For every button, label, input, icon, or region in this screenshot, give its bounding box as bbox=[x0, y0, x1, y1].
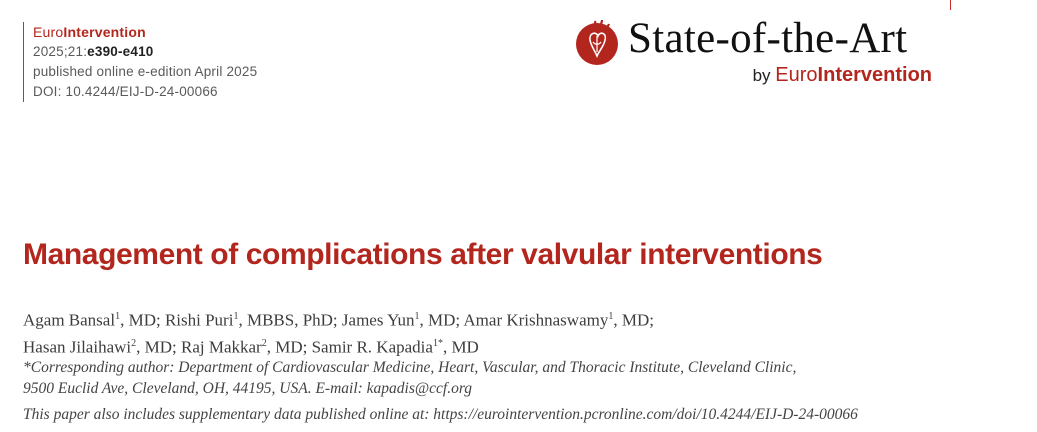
citation-pages: e390-e410 bbox=[87, 44, 154, 59]
journal-name bbox=[33, 22, 257, 42]
author-degree: , MD; bbox=[136, 337, 181, 357]
corresponding-author bbox=[23, 357, 983, 399]
author-affiliation: 1* bbox=[432, 337, 443, 349]
article-title: Management of complications after valvular interventions bbox=[23, 238, 823, 271]
author-name: Hasan Jilaihawi bbox=[23, 337, 132, 357]
author-name: Raj Makkar bbox=[180, 337, 262, 357]
author-line bbox=[23, 305, 983, 332]
author-affiliation: 1 bbox=[608, 311, 614, 322]
logo-title: State-of-the-Art bbox=[628, 15, 908, 62]
author-list bbox=[23, 305, 983, 358]
journal-name-prefix: Euro bbox=[33, 24, 64, 40]
author-name: Amar Krishnaswamy bbox=[463, 310, 609, 330]
author-affiliation: 2 bbox=[261, 337, 267, 349]
author-name: Agam Bansal bbox=[23, 310, 116, 330]
logo-byline bbox=[753, 64, 932, 87]
corresponding-line: 9500 Euclid Ave, Cleveland, OH, 44195, USA. E-mail: kapadis@ccf.org bbox=[23, 380, 473, 397]
author-affiliation: 2 bbox=[131, 337, 137, 349]
author-degree: , MD; bbox=[120, 310, 165, 330]
author-affiliation: 1 bbox=[233, 311, 239, 322]
corresponding-line: *Corresponding author: Department of Cardiovascular Medicine, Heart, Vascular, and Thoracic Institute, Cleveland Clinic, bbox=[23, 359, 797, 376]
journal-info bbox=[23, 22, 257, 102]
author-degree: , MD; bbox=[613, 310, 654, 330]
supplementary-note: This paper also includes supplementary data published online at: https://eurointervention.pcronline.com/doi/10.4244/EIJ-D-24-00066 bbox=[23, 406, 858, 423]
logo-brand bbox=[775, 64, 932, 86]
doi: DOI: 10.4244/EIJ-D-24-00066 bbox=[33, 84, 218, 99]
published-date: published online e-edition April 2025 bbox=[33, 64, 258, 79]
author-degree: , MD; bbox=[419, 310, 464, 330]
top-divider bbox=[950, 0, 951, 10]
author-affiliation: 1 bbox=[115, 311, 121, 322]
author-affiliation: 1 bbox=[414, 311, 420, 322]
logo-brand-suffix: Intervention bbox=[817, 64, 932, 86]
citation-year-volume: 2025;21: bbox=[33, 44, 88, 59]
author-line bbox=[23, 332, 983, 359]
author-name: Rishi Puri bbox=[164, 310, 234, 330]
author-degree: , MD bbox=[442, 337, 479, 357]
author-degree: , MD; bbox=[266, 337, 312, 357]
heart-icon bbox=[575, 18, 619, 66]
citation bbox=[33, 42, 257, 62]
author-degree: , MBBS, PhD; bbox=[238, 310, 342, 330]
logo-by: by bbox=[752, 66, 771, 85]
logo-brand-prefix: Euro bbox=[775, 64, 818, 86]
author-name: James Yun bbox=[341, 310, 415, 330]
state-of-the-art-logo bbox=[575, 14, 955, 94]
author-name: Samir R. Kapadia bbox=[311, 337, 433, 357]
journal-name-suffix: Intervention bbox=[63, 24, 146, 40]
